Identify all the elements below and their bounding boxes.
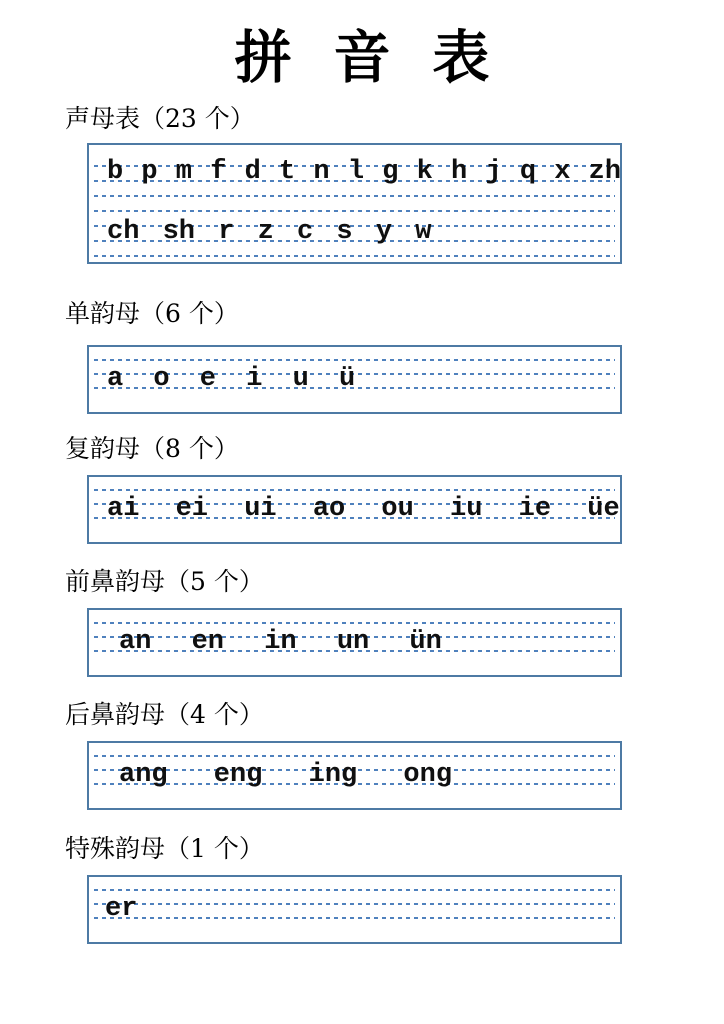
pinyin-row: er	[105, 894, 138, 924]
section-special-final	[65, 832, 622, 944]
pinyin-row: an en in un ün	[119, 627, 442, 657]
section-label: 后鼻韵母（4 个）	[65, 700, 264, 729]
section-label: 声母表（23 个）	[65, 104, 255, 133]
four-line-writing-grid	[87, 475, 622, 544]
four-line-writing-grid	[87, 741, 622, 810]
section-label: 特殊韵母（1 个）	[65, 834, 264, 863]
section-front-nasal-finals	[65, 565, 622, 677]
four-line-writing-grid	[87, 143, 622, 264]
four-line-writing-grid	[87, 345, 622, 414]
section-initials	[65, 102, 622, 264]
pinyin-row: ai ei ui ao ou iu ie üe	[107, 494, 620, 524]
pinyin-row: ang eng ing ong	[119, 760, 453, 790]
pinyin-row: a o e i u ü	[107, 364, 356, 394]
section-label: 前鼻韵母（5 个）	[65, 567, 264, 596]
section-simple-finals	[65, 297, 622, 414]
section-compound-finals	[65, 432, 622, 544]
page-title: 拼 音 表	[234, 24, 490, 91]
four-line-writing-grid	[87, 608, 622, 677]
section-label: 复韵母（8 个）	[65, 434, 239, 463]
pinyin-row: b p m f d t n l g k h j q x zh	[107, 157, 622, 187]
section-back-nasal-finals	[65, 698, 622, 810]
section-label: 单韵母（6 个）	[65, 299, 239, 328]
four-line-writing-grid	[87, 875, 622, 944]
pinyin-row: ch sh r z c s y w	[107, 217, 432, 247]
